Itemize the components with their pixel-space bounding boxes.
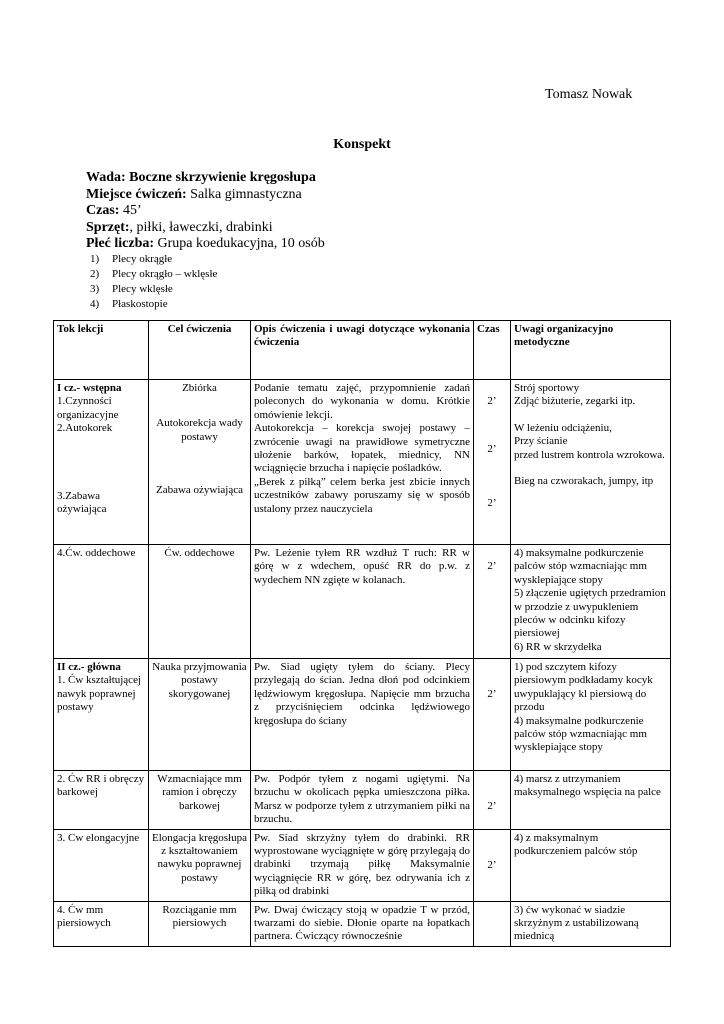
cell-uwagi — [511, 545, 671, 659]
cell-text: Autokorekcja wady postawy — [156, 417, 243, 443]
cell-text: 5) złączenie ugiętych przedramion w przodzie z uwypukleniem pleców w odcinku kifozy piersiowej — [514, 587, 666, 640]
cell-text: 3) ćw wykonać w siadzie skrzyżnym z ustabilizowaną miednicą — [514, 903, 639, 943]
cell-opis — [251, 380, 474, 545]
cell-cel — [149, 771, 251, 830]
cell-text: „Berek z piłką” celem berka jest zbicie innych uczestników zabawy poruszamy się w sposób ustalony przez nauczyciela — [254, 475, 470, 515]
cell-text: 1. Ćw kształtującej nawyk poprawnej postawy — [57, 674, 142, 714]
cell-text: Zbiórka — [182, 382, 217, 394]
cell-text: 2’ — [487, 560, 497, 572]
cell-text: 4) marsz z utrzymaniem maksymalnego wspięcia na palce — [514, 773, 661, 799]
defects-list — [90, 252, 217, 312]
cell-text: Zabawa ożywiająca — [155, 484, 244, 497]
meta-value: Salka gimnastyczna — [186, 186, 302, 202]
cell-uwagi — [511, 901, 671, 946]
meta-label: Wada: Boczne skrzywienie kręgosłupa — [86, 170, 316, 185]
cell-text: Przy ścianie — [514, 435, 568, 448]
cell-czas — [474, 901, 511, 946]
cell-text: 2’ — [487, 688, 497, 700]
table-row — [54, 380, 671, 545]
cell-text: Ćw. oddechowe — [164, 547, 235, 559]
cell-text: 4) z maksymalnym podkurczeniem palców stóp — [514, 831, 638, 858]
cell-text: 3. Cw elongacyjne — [57, 831, 140, 844]
list-number: 2) — [90, 268, 100, 280]
cell-text: Rozciąganie mm piersiowych — [162, 903, 237, 930]
cell-text: W leżeniu odciążeniu, — [514, 421, 612, 434]
list-item — [90, 297, 217, 312]
cell-text: Pw. Siad ugięty tyłem do ściany. Plecy przylegają do ścian. Jedna dłoń pod odcinkiem lędźwiowym kręgosłupa. Napięcie mm brzucha z przyciśnięciem odcinka lędźwiowego kręgosłupa do ściany — [254, 661, 470, 727]
meta-czas — [86, 203, 325, 220]
cell-text: Strój sportowy — [514, 382, 580, 394]
cell-text: przed lustrem kontrola wzrokowa. — [514, 448, 665, 461]
list-number: 1) — [90, 253, 100, 265]
list-number: 3) — [90, 283, 100, 295]
cell-text: 2’ — [487, 496, 497, 509]
cell-text: Podanie tematu zajęć, przypomnienie zadań poleconych do wykonania w domu. Krótkie omówienie lekcji. — [254, 382, 470, 421]
table-row — [54, 545, 671, 659]
meta-value: 45’ — [119, 203, 142, 218]
cell-text: 2’ — [487, 858, 497, 871]
lesson-plan-table — [53, 320, 671, 947]
cell-text: Pw. Siad skrzyżny tyłem do drabinki. RR wyprostowane wyciągnięte w górę przylegają do drabinki trzymają piłkę Maksymalnie wyciągnięcie RR w górę, bez odrywania ich z piłką od drabinki — [254, 831, 470, 898]
meta-wada — [86, 170, 325, 187]
cell-opis — [251, 901, 474, 946]
meta-sprzet — [86, 220, 325, 237]
cell-uwagi — [511, 659, 671, 771]
cell-opis — [251, 771, 474, 830]
cell-text: Wzmacniające mm ramion i obręczy barkowej — [157, 773, 242, 812]
list-text: Plecy okrągło – wklęsłe — [112, 268, 218, 280]
cell-text: 4) maksymalne podkurczenie palców stóp wzmacniając mm wysklepiające stopy — [514, 547, 647, 586]
cell-text: Pw. Podpór tyłem z nogami ugiętymi. Na brzuchu w okolicach pępka umieszczona piłka. Marsz w podporze tyłem z utrzymaniem piłki na brzuchu. — [254, 773, 470, 826]
cell-text: 2’ — [487, 800, 497, 812]
section-heading: II cz.- główna — [57, 661, 121, 673]
header-czas: Czas — [474, 321, 511, 380]
cell-text: Autokorekcja – korekcja swojej postawy – zwrócenie uwagi na prawidłowe symetryczne ułożenie barków, łopatek, miednicy, NN wciągnięcie brzucha i napięcie pośladków. — [254, 422, 470, 475]
cell-uwagi — [511, 771, 671, 830]
table-row — [54, 901, 671, 946]
cell-czas — [474, 545, 511, 659]
cell-czas — [474, 771, 511, 830]
cell-cel — [149, 380, 251, 545]
header-opis: Opis ćwiczenia i uwagi dotyczące wykonania ćwiczenia — [251, 321, 474, 380]
author-name: Tomasz Nowak — [545, 87, 633, 102]
cell-text: 6) RR w skrzydełka — [514, 640, 602, 653]
cell-text: 1) pod szczytem kifozy piersiowym podkładamy kocyk uwypuklający kl piersiową do przodu — [514, 661, 653, 714]
meta-value: Grupa koedukacyjna, 10 osób — [154, 236, 325, 251]
document-title: Konspekt — [333, 137, 391, 152]
cell-text: Zdjąć biżuterie, zegarki itp. — [514, 395, 636, 408]
header-tok: Tok lekcji — [54, 321, 149, 380]
header-cel: Cel ćwiczenia — [149, 321, 251, 380]
cell-text: Nauka przyjmowania postawy skorygowanej — [152, 661, 247, 700]
list-item — [90, 252, 217, 267]
cell-uwagi — [511, 380, 671, 545]
cell-text: 4. Ćw mm piersiowych — [57, 903, 111, 930]
list-text: Plecy wklęsłe — [112, 283, 173, 295]
table-row — [54, 659, 671, 771]
list-item — [90, 282, 217, 297]
list-text: Plecy okrągłe — [112, 253, 173, 265]
cell-uwagi — [511, 829, 671, 901]
cell-opis — [251, 659, 474, 771]
lesson-meta — [86, 170, 325, 253]
cell-tok — [54, 545, 149, 659]
cell-tok — [54, 829, 149, 901]
cell-cel — [149, 829, 251, 901]
cell-text: 4) maksymalne podkurczenie palców stóp wzmacniając mm wysklepiające stopy — [514, 714, 647, 754]
cell-text: 2.Autokorek — [57, 422, 113, 435]
cell-tok — [54, 771, 149, 830]
cell-text: 2’ — [487, 395, 497, 407]
cell-text: 4.Ćw. oddechowe — [57, 547, 136, 559]
cell-text: 2’ — [487, 443, 497, 456]
cell-cel — [149, 659, 251, 771]
cell-text: 2. Ćw RR i obręczy barkowej — [57, 773, 145, 799]
table-row — [54, 771, 671, 830]
cell-opis — [251, 545, 474, 659]
section-heading: I cz.- wstępna — [57, 382, 122, 394]
list-text: Płaskostopie — [112, 298, 168, 310]
cell-text: Bieg na czworakach, jumpy, itp — [514, 475, 654, 488]
table-header-row — [54, 321, 671, 380]
meta-label: Miejsce ćwiczeń: — [86, 186, 187, 202]
cell-czas — [474, 380, 511, 545]
list-item — [90, 267, 217, 282]
meta-label: Płeć liczba: — [86, 236, 155, 251]
list-number: 4) — [90, 298, 100, 310]
meta-plec — [86, 236, 325, 253]
cell-cel — [149, 545, 251, 659]
cell-cel — [149, 901, 251, 946]
cell-text: 1.Czynności organizacyjne — [57, 395, 119, 421]
table-row — [54, 829, 671, 901]
cell-text: Pw. Dwaj ćwiczący stoją w opadzie T w przód, twarzami do siebie. Dłonie oparte na łopatkach partnera. Ćwiczący równocześnie — [254, 903, 470, 943]
cell-czas — [474, 659, 511, 771]
meta-label: Sprzęt: — [86, 219, 130, 235]
cell-tok — [54, 659, 149, 771]
cell-tok — [54, 380, 149, 545]
header-uwagi: Uwagi organizacyjno metodyczne — [511, 321, 671, 380]
cell-text: Elongacja kręgosłupa z kształtowaniem nawyku poprawnej postawy — [152, 831, 247, 884]
meta-label: Czas: — [86, 203, 120, 218]
meta-miejsce — [86, 187, 325, 204]
meta-value: , piłki, ławeczki, drabinki — [129, 219, 273, 235]
cell-tok — [54, 901, 149, 946]
cell-czas — [474, 829, 511, 901]
cell-opis — [251, 829, 474, 901]
cell-text: Pw. Leżenie tyłem RR wzdłuż T ruch: RR w górę w z wdechem, opuść RR do p.w. z wydechem NN zgięte w kolanach. — [254, 547, 470, 586]
cell-text: 3.Zabawa ożywiająca — [57, 489, 107, 516]
